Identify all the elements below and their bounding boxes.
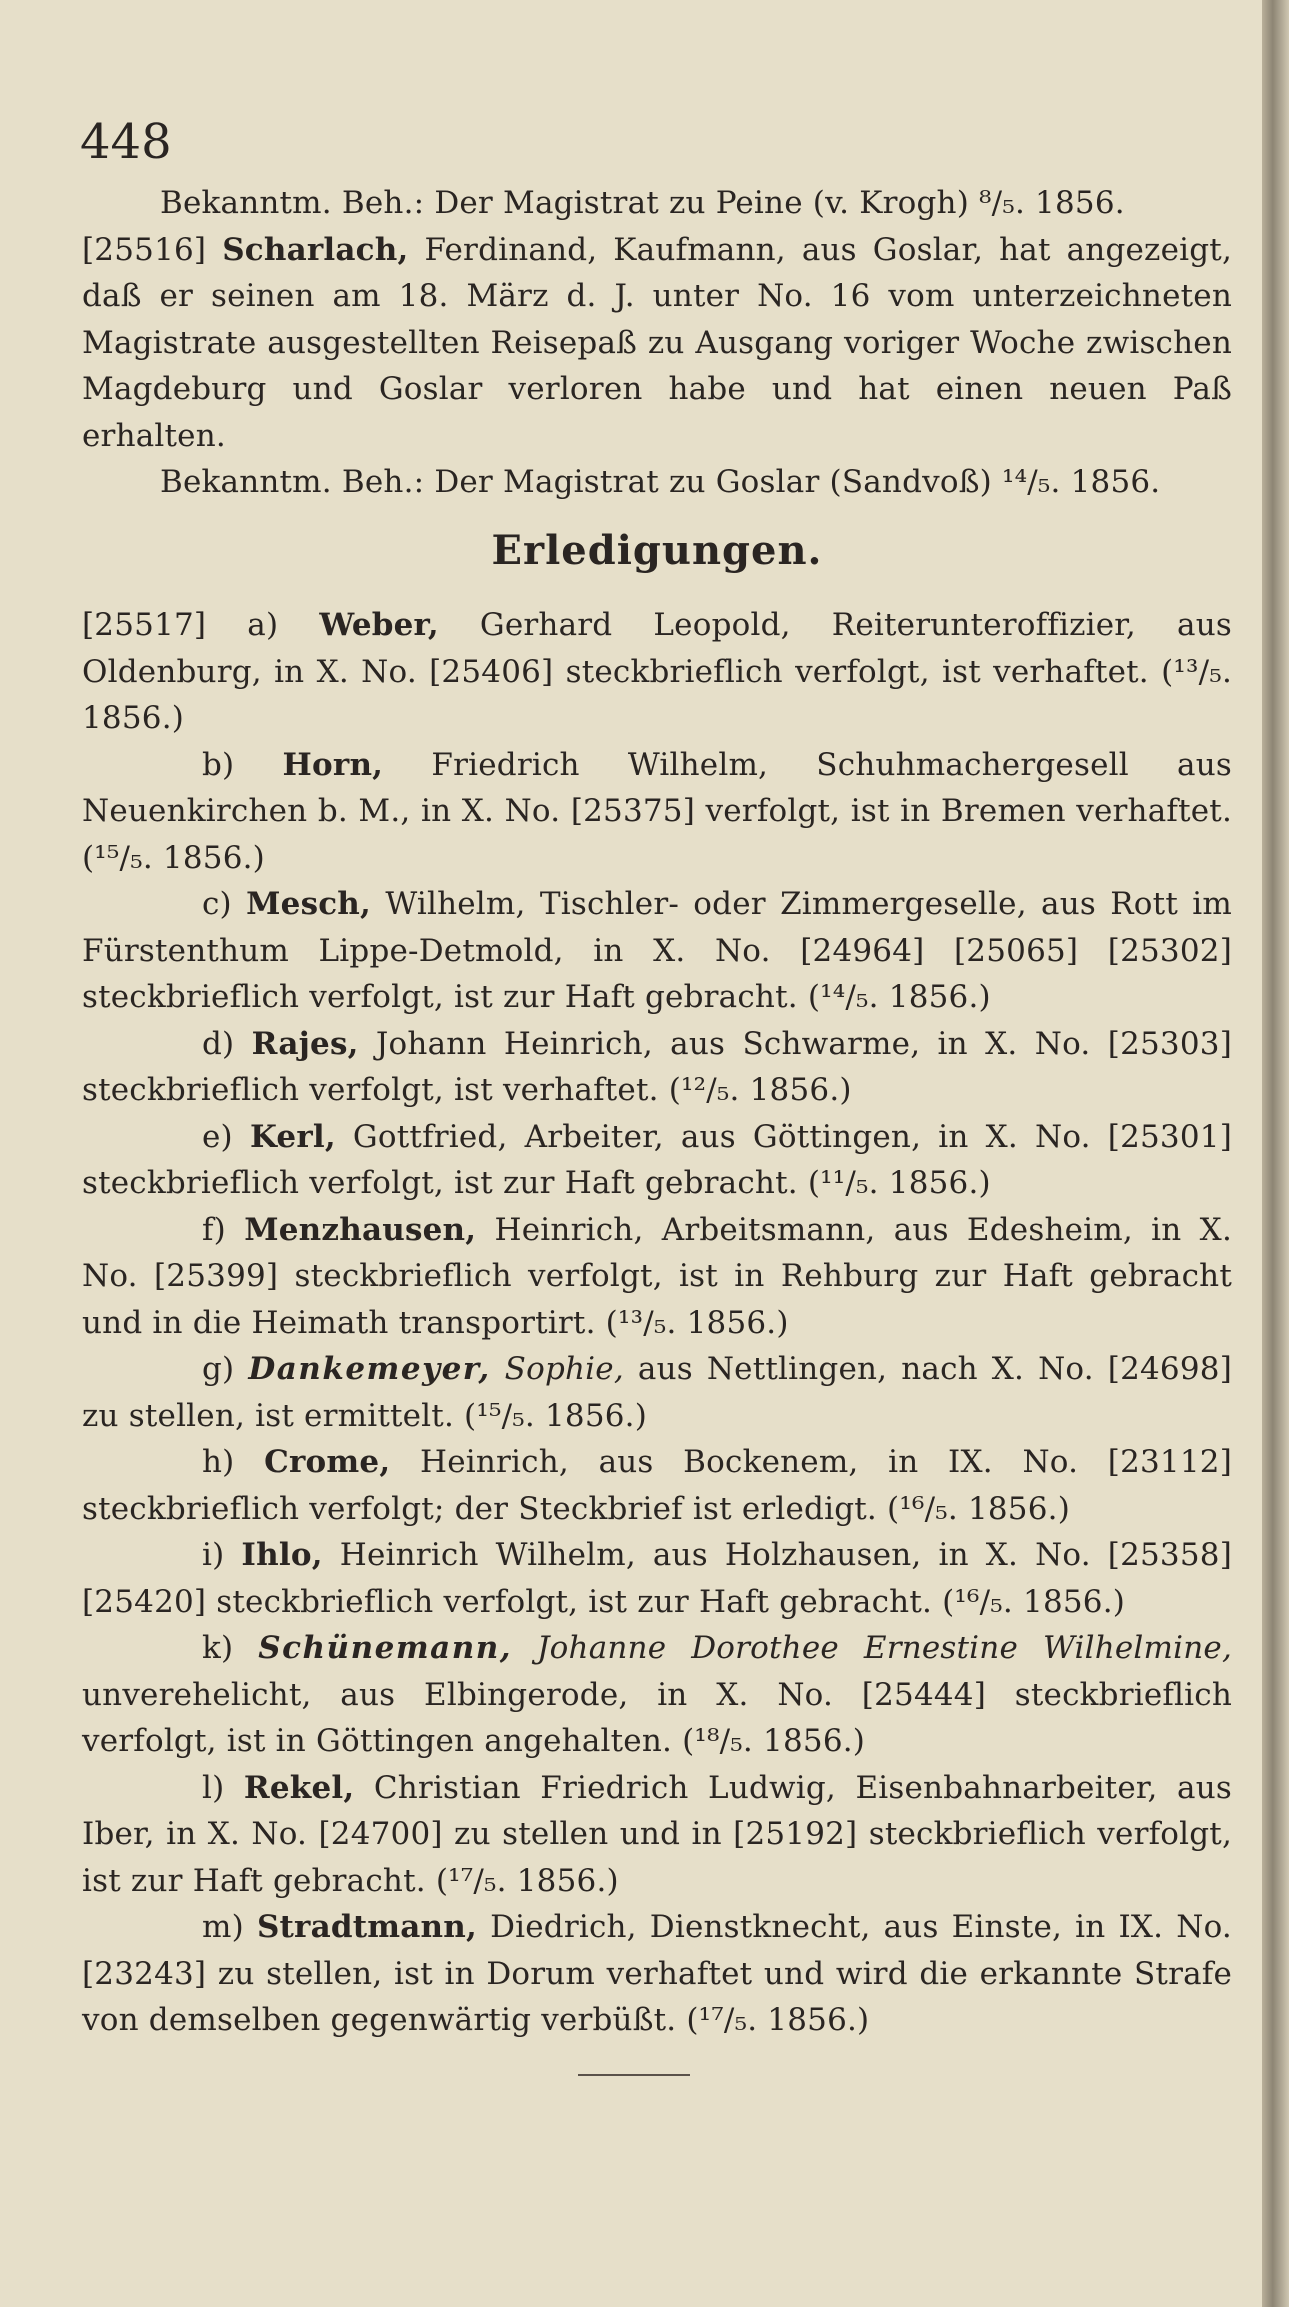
entry-text: aus Nettlingen, nach X. No. [24698] zu stellen, ist ermittelt. (¹⁵/₅. 1856.) [82, 1351, 1232, 1434]
entry-text: Wilhelm, Tischler- oder Zimmergeselle, aus Rott im Fürstenthum Lippe-Detmold, in X. No. [24964] [25065] [25302] steckbrieflich verfolgt, ist zur Haft gebracht. (¹⁴/₅. 1856.) [82, 886, 1232, 1015]
entry-name: Rekel, [243, 1769, 355, 1806]
entry-text: Gottfried, Arbeiter, aus Göttingen, in X. No. [25301] steckbrieflich verfolgt, ist zur Haft gebracht. (¹¹/₅. 1856.) [82, 1118, 1232, 1201]
erledigung-entry [82, 1532, 1232, 1625]
erledigung-entry [82, 1904, 1232, 2044]
entry-given-names: Sophie, [504, 1351, 624, 1387]
entry-prefix: d) [202, 1025, 252, 1062]
erledigung-entry [82, 1439, 1232, 1532]
entry-prefix: b) [202, 746, 283, 783]
entry-text: Heinrich Wilhelm, aus Holzhausen, in X. No. [25358] [25420] steckbrieflich verfolgt, ist zur Haft gebracht. (¹⁶/₅. 1856.) [82, 1537, 1232, 1620]
erledigung-entry [82, 1625, 1232, 1765]
entry-prefix: i) [202, 1537, 242, 1573]
notice-bekanntm-2: Bekanntm. Beh.: Der Magistrat zu Goslar (Sandvoß) ¹⁴/₅. 1856. [160, 464, 1161, 500]
section-heading: Erledigungen. [491, 526, 823, 574]
entry-text: Christian Friedrich Ludwig, Eisenbahnarbeiter, aus Iber, in X. No. [24700] zu stellen und in [25192] steckbrieflich verfolgt, ist zur Haft gebracht. (¹⁷/₅. 1856.) [82, 1769, 1232, 1899]
page-edge [1262, 0, 1289, 2307]
entry-name: Scharlach, [222, 231, 409, 268]
entry-name: Dankemeyer, [248, 1351, 491, 1387]
entry-prefix: [25517] a) [82, 607, 320, 643]
entry-name: Weber, [319, 607, 439, 643]
erledigung-entry [82, 881, 1232, 1021]
entry-prefix: h) [202, 1444, 265, 1480]
erledigung-entry [82, 602, 1232, 742]
page-number: 448 [80, 114, 172, 170]
erledigung-entry [82, 1207, 1232, 1347]
entry-given-names: Johanne Dorothee Ernestine Wilhelmine, [537, 1630, 1232, 1666]
erledigung-entry [82, 1021, 1232, 1114]
entry-text: Heinrich, aus Bockenem, in IX. No. [23112] steckbrieflich verfolgt; der Steckbrief ist erledigt. (¹⁶/₅. 1856.) [82, 1444, 1232, 1527]
erledigung-entry [82, 1765, 1232, 1905]
entry-text: Ferdinand, Kaufmann, aus Goslar, hat angezeigt, daß er seinen am 18. März d. J. unter No. 16 vom unterzeichneten Magistrate ausgestellten Reisepaß zu Ausgang voriger Woche zwischen Magdeburg und Goslar verloren habe und hat einen neuen Paß erhalten. [82, 231, 1232, 454]
entry-prefix: f) [202, 1211, 245, 1248]
entry-text: Johann Heinrich, aus Schwarme, in X. No. [25303] steckbrieflich verfolgt, ist verhaftet. (¹²/₅. 1856.) [82, 1025, 1232, 1108]
erledigung-entry [82, 1346, 1232, 1439]
closing-rule [578, 2074, 690, 2076]
entry-prefix: l) [202, 1769, 244, 1806]
entry-prefix: m) [202, 1909, 257, 1945]
entry-prefix: k) [202, 1630, 259, 1666]
entry-text: Friedrich Wilhelm, Schuhmachergesell aus Neuenkirchen b. M., in X. No. [25375] verfolgt, ist in Bremen verhaftet. (¹⁵/₅. 1856.) [82, 746, 1232, 876]
entry-text: unverehelicht, aus Elbingerode, in X. No. [25444] steckbrieflich verfolgt, ist in Göttingen angehalten. (¹⁸/₅. 1856.) [82, 1676, 1232, 1759]
entry-name: Stradtmann, [256, 1909, 478, 1945]
entry-number: [25516] [82, 231, 207, 268]
entry-name: Menzhausen, [244, 1211, 477, 1248]
entry-text: Diedrich, Dienstknecht, aus Einste, in IX. No. [23243] zu stellen, ist in Dorum verhaftet und wird die erkannte Strafe von demselben gegenwärtig verbüßt. (¹⁷/₅. 1856.) [82, 1909, 1232, 2038]
entry-prefix: c) [202, 886, 247, 922]
entry-prefix: g) [202, 1351, 249, 1387]
entry-text: Heinrich, Arbeitsmann, aus Edesheim, in X. No. [25399] steckbrieflich verfolgt, ist in Rehburg zur Haft gebracht und in die Heimath transportirt. (¹³/₅. 1856.) [82, 1211, 1233, 1341]
entry-text: Gerhard Leopold, Reiterunteroffizier, aus Oldenburg, in X. No. [25406] steckbrieflich verfolgt, ist verhaftet. (¹³/₅. 1856.) [82, 607, 1232, 736]
entry-prefix: e) [202, 1118, 250, 1155]
entries-list [82, 602, 1232, 2044]
entry-name: Ihlo, [241, 1537, 323, 1573]
notice-bekanntm-1: Bekanntm. Beh.: Der Magistrat zu Peine (v. Krogh) ⁸/₅. 1856. [160, 185, 1125, 221]
entry-name: Horn, [282, 746, 384, 783]
entry-name: Schünemann, [258, 1630, 513, 1666]
entry-name: Crome, [264, 1444, 391, 1480]
erledigung-entry [82, 742, 1232, 882]
erledigung-entry [82, 1114, 1232, 1207]
entry-name: Kerl, [249, 1118, 336, 1155]
notice-entry-25516 [82, 227, 1232, 460]
entry-name: Mesch, [246, 886, 372, 922]
entry-name: Rajes, [251, 1025, 359, 1062]
document-body [82, 180, 1232, 2044]
